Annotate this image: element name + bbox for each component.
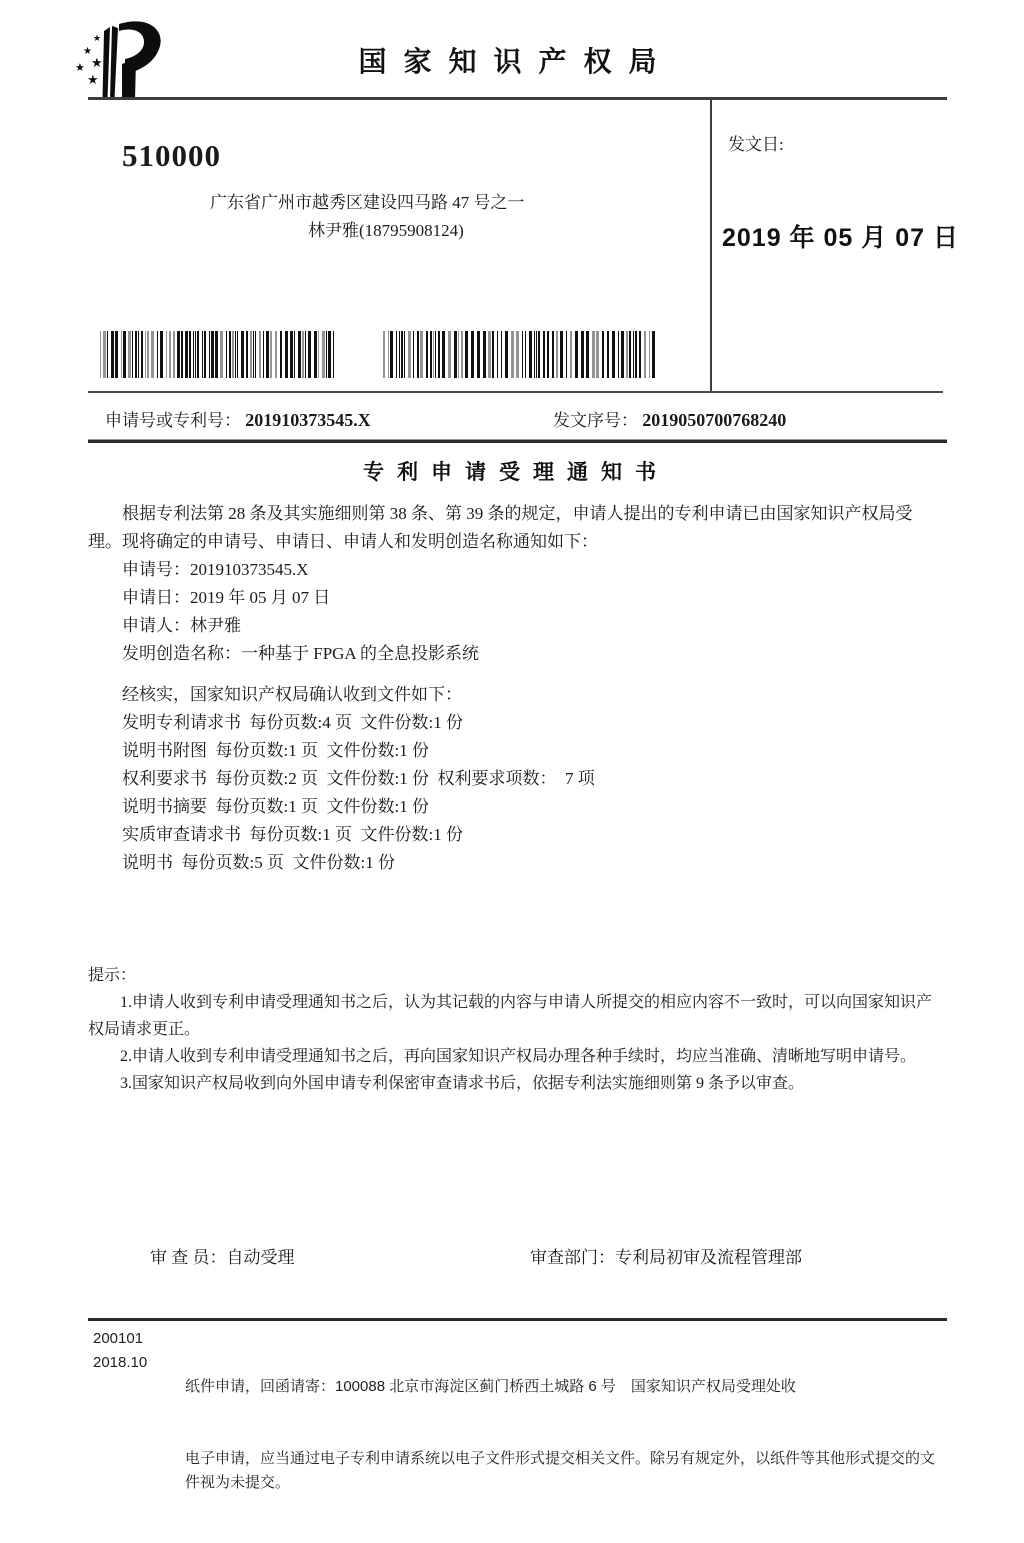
document-item: 说明书 每份页数:5 页 文件份数:1 份 [122,853,395,872]
application-number-label: 申请号或专利号： [105,411,241,430]
serial-number-label: 发文序号： [553,411,638,430]
footer [93,1327,944,1543]
document-item: 实质审查请求书 每份页数:1 页 文件份数:1 份 [122,825,463,844]
dispatch-date-label: 发文日: [728,135,784,154]
tips-section [88,962,944,1097]
dispatch-date-value: 2019 年 05 月 07 日 [722,224,959,252]
serial-number [553,406,786,431]
form-code: 200101 [93,1330,144,1347]
e-filing-note: 电子申请，应当通过电子专利申请系统以电子文件形式提交相关文件。除另有规定外，以纸件等其他形式提交的文件视为未提交。 [185,1450,936,1491]
application-fields [88,556,944,668]
svg-text:★: ★ [83,46,92,57]
field-applicant: 申请人：林尹雅 [122,616,241,635]
svg-text:★: ★ [91,56,103,71]
examiner-label: 审 查 员： [150,1248,227,1267]
svg-text:★: ★ [75,61,85,74]
confirm-intro: 经核实，国家知识产权局确认收到文件如下： [122,685,462,704]
barcode-right [383,331,660,378]
footer-rule [88,1318,947,1321]
serial-number-value: 2019050700768240 [642,410,787,430]
notice-body [88,500,944,877]
recipient-address: 广东省广州市越秀区建设四马路 47 号之一 [210,193,525,212]
agency-title: 国家知识产权局 [358,46,674,77]
signoff-row [88,1243,944,1269]
department-label: 审查部门： [530,1248,615,1267]
recipient-postcode: 510000 [122,138,221,173]
field-invention-title: 发明创造名称：一种基于 FPGA 的全息投影系统 [122,644,480,663]
application-number [105,406,371,431]
document-item: 权利要求书 每份页数:2 页 文件份数:1 份 权利要求项数： 7 项 [122,769,595,788]
tips-label: 提示： [88,967,137,984]
form-codes [93,1327,185,1543]
paper-filing-note: 纸件申请，回函请寄：100088 北京市海淀区蓟门桥西土城路 6 号 国家知识产权局受理处收 [185,1378,796,1395]
notice-intro: 根据专利法第 28 条及其实施细则第 38 条、第 39 条的规定，申请人提出的专利申请已由国家知识产权局受理。现将确定的申请号、申请日、申请人和发明创造名称通知如下： [88,504,913,551]
numbers-row [88,406,944,436]
barcode-rule [88,391,943,393]
barcode-left [100,331,337,378]
header-rule [88,97,947,100]
document-item: 说明书摘要 每份页数:1 页 文件份数:1 份 [122,797,429,816]
tip-item-1: 1.申请人收到专利申请受理通知书之后，认为其记载的内容与申请人所提交的相应内容不一致时，可以向国家知识产权局请求更正。 [88,994,933,1038]
field-application-date: 申请日：2019 年 05 月 07 日 [122,588,331,607]
document-item: 发明专利请求书 每份页数:4 页 文件份数:1 份 [122,713,463,732]
form-date: 2018.10 [93,1354,148,1371]
section-rule [88,439,947,443]
footer-notes [185,1327,944,1543]
tip-item-2: 2.申请人收到专利申请受理通知书之后，再向国家知识产权局办理各种手续时，均应当准确、清晰地写明申请号。 [120,1048,917,1065]
notice-title: 专利申请受理通知书 [363,461,669,484]
dispatch-box-divider [710,99,712,392]
svg-text:★: ★ [87,73,99,88]
review-department [530,1243,802,1268]
received-documents-list [88,709,944,877]
examiner-value: 自动受理 [226,1248,295,1267]
field-application-number: 申请号：201910373545.X [122,560,309,579]
svg-text:★: ★ [93,34,102,44]
examiner [150,1243,295,1268]
application-number-value: 201910373545.X [245,410,371,430]
recipient-name: 林尹雅(18795908124) [308,221,464,240]
document-item: 说明书附图 每份页数:1 页 文件份数:1 份 [122,741,429,760]
tip-item-3: 3.国家知识产权局收到向外国申请专利保密审查请求书后，依据专利法实施细则第 9 条予以审查。 [120,1075,805,1092]
department-value: 专利局初审及流程管理部 [615,1248,802,1267]
